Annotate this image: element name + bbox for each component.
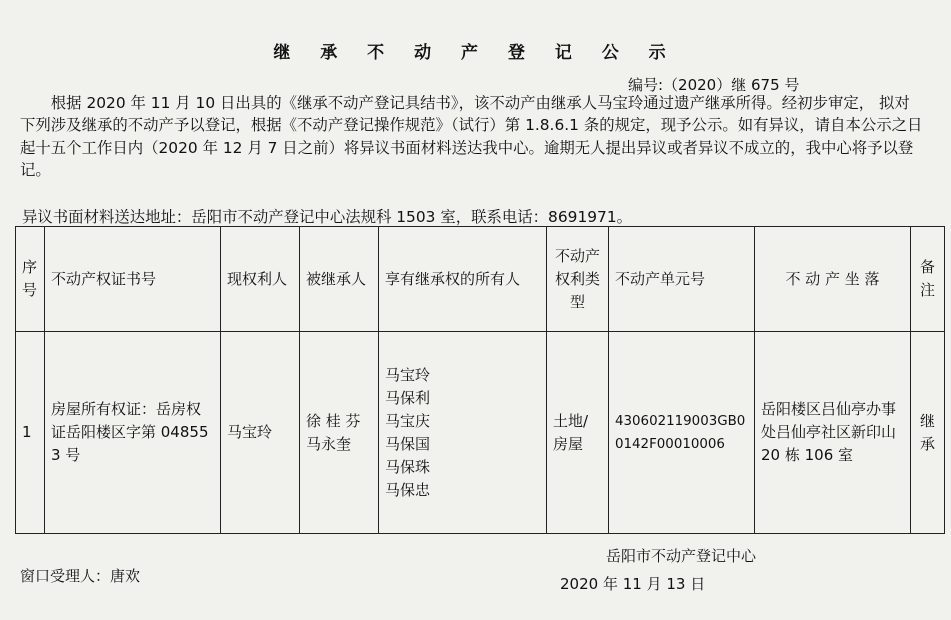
deceased-name: 徐 桂 芬 xyxy=(306,411,361,430)
window-receiver: 窗口受理人：唐欢 xyxy=(20,567,141,585)
header-location: 不 动 产 坐 落 xyxy=(755,227,911,332)
row-heirs xyxy=(379,332,547,534)
heir-name: 马宝玲 xyxy=(385,365,431,384)
heir-name: 马保国 xyxy=(385,434,431,453)
header-note: 备注 xyxy=(911,227,945,332)
document-number: 编号:（2020）继 675 号 xyxy=(628,76,800,94)
header-heirs: 享有继承权的所有人 xyxy=(379,227,547,332)
table-row xyxy=(16,332,945,534)
row-note: 继承 xyxy=(911,332,945,534)
row-deceased xyxy=(300,332,379,534)
heir-name: 马保珠 xyxy=(385,457,431,476)
header-rights-type: 不动产权利类型 xyxy=(547,227,609,332)
header-current-holder: 现权利人 xyxy=(221,227,300,332)
property-table xyxy=(15,226,945,534)
table-header-row xyxy=(16,227,945,332)
issuing-center: 岳阳市不动产登记中心 xyxy=(606,547,757,565)
issue-date: 2020 年 11 月 13 日 xyxy=(560,575,706,593)
header-cert-no: 不动产权证书号 xyxy=(45,227,221,332)
heir-name: 马宝庆 xyxy=(385,411,431,430)
heir-name: 马保忠 xyxy=(385,480,431,499)
header-unit-no: 不动产单元号 xyxy=(609,227,755,332)
header-seq: 序号 xyxy=(16,227,45,332)
notice-body xyxy=(20,92,925,182)
heir-name: 马保利 xyxy=(385,388,431,407)
notice-paragraph: 根据 2020 年 11 月 10 日出具的《继承不动产登记具结书》，该不动产由继承人马宝玲通过遗产继承所得。经初步审定， 拟对下列涉及继承的不动产予以登记，根据《不动产登记操作规范》（试行）第 1.8.6.1 条的规定，现予公示。如有异议，请自本公示之日起十五个工作日内（2020 年 12 月 7 日之前）将异议书面材料送达我中心。逾期无人提出异议或者异议不成立的，我中心将予以登记。 xyxy=(20,94,923,180)
row-current-holder: 马宝玲 xyxy=(221,332,300,534)
row-seq: 1 xyxy=(16,332,45,534)
row-rights-type: 土地/房屋 xyxy=(547,332,609,534)
header-deceased: 被继承人 xyxy=(300,227,379,332)
row-unit-no: 430602119003GB00142F00010006 xyxy=(609,332,755,534)
objection-address: 异议书面材料送达地址：岳阳市不动产登记中心法规科 1503 室，联系电话：8691971。 xyxy=(22,208,632,226)
notice-title: 继 承 不 动 产 登 记 公 示 xyxy=(273,43,678,63)
row-cert-no: 房屋所有权证：岳房权证岳阳楼区字第 048553 号 xyxy=(45,332,221,534)
deceased-name: 马永奎 xyxy=(306,434,352,453)
row-location: 岳阳楼区吕仙亭办事处吕仙亭社区新印山 20 栋 106 室 xyxy=(755,332,911,534)
